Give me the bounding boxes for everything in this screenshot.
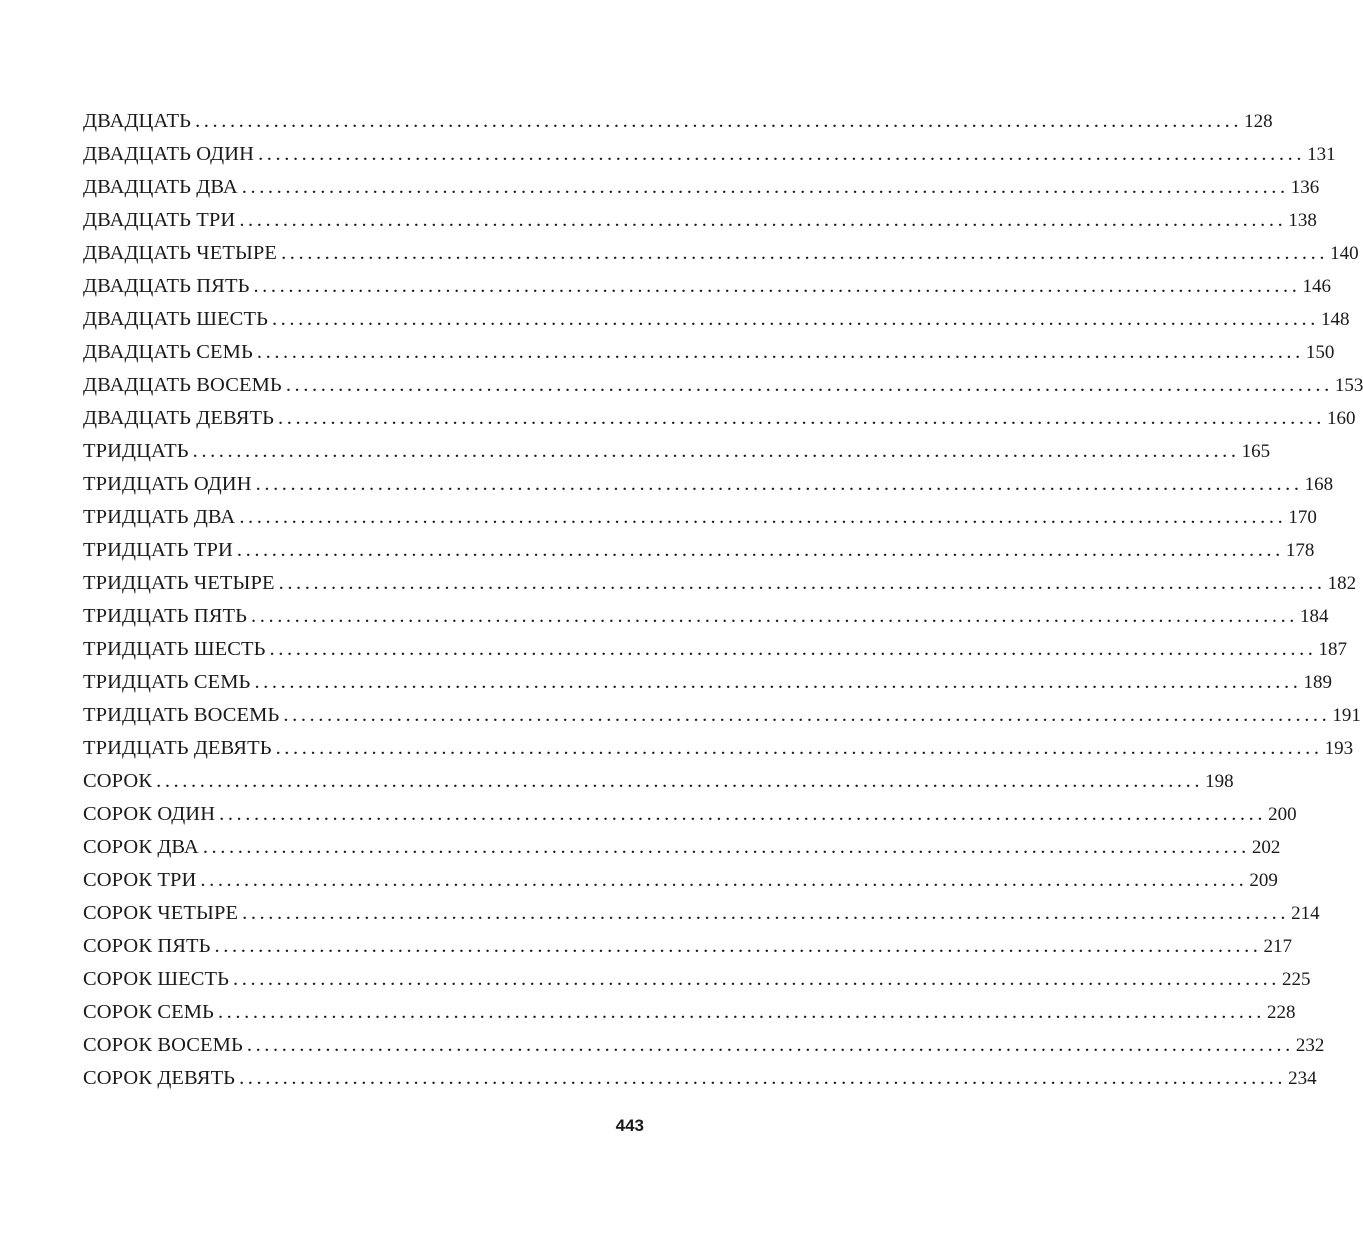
toc-entry-title: ТРИДЦАТЬ ЧЕТЫРЕ: [83, 572, 275, 594]
toc-dot-leader: ........................................................................................................................: [258, 143, 1306, 165]
toc-dot-leader: ........................................................................................................................: [269, 638, 1317, 660]
toc-entry-title: ДВАДЦАТЬ: [83, 110, 192, 132]
toc-entry: [83, 237, 1359, 270]
toc-entry: [83, 666, 1332, 699]
toc-dot-leader: ........................................................................................................................: [156, 770, 1204, 792]
toc-entry: [83, 138, 1336, 171]
toc-entry-title: ДВАДЦАТЬ ШЕСТЬ: [83, 308, 268, 330]
toc-entry: [83, 402, 1356, 435]
toc-dot-leader: ........................................................................................................................: [254, 671, 1302, 693]
toc-dot-leader: ........................................................................................................................: [256, 341, 1304, 363]
toc-entry: [83, 105, 1273, 138]
toc-entry-title: ТРИДЦАТЬ СЕМЬ: [83, 671, 251, 693]
toc-dot-leader: ........................................................................................................................: [255, 473, 1303, 495]
toc-entry-title: ТРИДЦАТЬ: [83, 440, 189, 462]
toc-entry-page: 184: [1300, 606, 1329, 627]
toc-entry-title: СОРОК ОДИН: [83, 803, 216, 825]
toc-entry-page: 189: [1303, 672, 1332, 693]
toc-entry: [83, 171, 1320, 204]
toc-entry: [83, 270, 1331, 303]
toc-entry: [83, 633, 1348, 666]
toc-entry: [83, 303, 1350, 336]
toc-entry-title: ТРИДЦАТЬ ПЯТЬ: [83, 605, 248, 627]
toc-entry-title: СОРОК ШЕСТЬ: [83, 968, 230, 990]
toc-dot-leader: ........................................................................................................................: [253, 275, 1301, 297]
table-of-contents: [83, 105, 1363, 1095]
toc-entry-title: ДВАДЦАТЬ ДВА: [83, 176, 238, 198]
toc-entry-page: 232: [1295, 1035, 1325, 1056]
toc-entry-page: 138: [1288, 210, 1317, 231]
toc-entry: [83, 831, 1281, 864]
toc-entry-title: ДВАДЦАТЬ ТРИ: [83, 209, 236, 231]
toc-entry: [83, 567, 1357, 600]
toc-entry: [83, 897, 1320, 930]
toc-entry-page: 209: [1249, 870, 1278, 891]
toc-dot-leader: ........................................................................................................................: [275, 737, 1323, 759]
toc-entry-title: СОРОК ВОСЕМЬ: [83, 1034, 243, 1056]
toc-entry-page: 202: [1251, 837, 1281, 858]
toc-entry-page: 170: [1288, 507, 1317, 528]
toc-entry-page: 217: [1263, 936, 1293, 957]
toc-entry: [83, 732, 1354, 765]
toc-entry: [83, 501, 1317, 534]
toc-entry-title: ТРИДЦАТЬ ДВА: [83, 506, 236, 528]
toc-dot-leader: ........................................................................................................................: [278, 572, 1326, 594]
toc-entry-page: 200: [1268, 804, 1297, 825]
page-number: 443: [615, 1116, 644, 1135]
toc-dot-leader: ........................................................................................................................: [236, 539, 1284, 561]
toc-dot-leader: ........................................................................................................................: [202, 836, 1250, 858]
toc-entry: [83, 1062, 1317, 1095]
toc-dot-leader: ........................................................................................................................: [239, 209, 1287, 231]
toc-entry: [83, 864, 1278, 897]
toc-entry: [83, 336, 1335, 369]
toc-entry-page: 193: [1324, 738, 1354, 759]
toc-entry-page: 136: [1290, 177, 1320, 198]
toc-entry-title: ТРИДЦАТЬ ТРИ: [83, 539, 233, 561]
toc-dot-leader: ........................................................................................................................: [251, 605, 1299, 627]
toc-entry-page: 228: [1266, 1002, 1296, 1023]
toc-entry-title: ДВАДЦАТЬ ЧЕТЫРЕ: [83, 242, 278, 264]
toc-entry-title: СОРОК: [83, 770, 153, 792]
toc-entry-page: 148: [1320, 309, 1350, 330]
toc-entry-title: ДВАДЦАТЬ ДЕВЯТЬ: [83, 407, 275, 429]
toc-entry-title: ДВАДЦАТЬ СЕМЬ: [83, 341, 253, 363]
toc-entry: [83, 204, 1317, 237]
toc-entry: [83, 963, 1311, 996]
toc-dot-leader: ........................................................................................................................: [241, 176, 1289, 198]
toc-entry: [83, 468, 1334, 501]
toc-entry-title: ТРИДЦАТЬ ШЕСТЬ: [83, 638, 266, 660]
toc-entry-page: 178: [1285, 540, 1315, 561]
toc-entry-page: 214: [1291, 903, 1320, 924]
toc-entry: [83, 600, 1329, 633]
toc-entry-page: 165: [1241, 441, 1271, 462]
toc-dot-leader: ........................................................................................................................: [219, 803, 1267, 825]
toc-entry-page: 146: [1302, 276, 1331, 297]
toc-dot-leader: ........................................................................................................................: [239, 506, 1287, 528]
toc-dot-leader: ........................................................................................................................: [192, 440, 1240, 462]
toc-entry-title: ДВАДЦАТЬ ПЯТЬ: [83, 275, 250, 297]
toc-entry: [83, 369, 1363, 402]
toc-dot-leader: ........................................................................................................................: [281, 242, 1329, 264]
toc-entry: [83, 930, 1293, 963]
toc-entry-title: ДВАДЦАТЬ ОДИН: [83, 143, 255, 165]
toc-entry-page: 131: [1307, 144, 1336, 165]
toc-entry-page: 198: [1205, 771, 1234, 792]
toc-dot-leader: ........................................................................................................................: [195, 110, 1243, 132]
toc-entry-title: ДВАДЦАТЬ ВОСЕМЬ: [83, 374, 282, 396]
toc-dot-leader: ........................................................................................................................: [285, 374, 1333, 396]
toc-entry: [83, 699, 1361, 732]
toc-entry-title: ТРИДЦАТЬ ОДИН: [83, 473, 252, 495]
toc-dot-leader: ........................................................................................................................: [246, 1034, 1294, 1056]
toc-entry: [83, 534, 1315, 567]
toc-dot-leader: ........................................................................................................................: [283, 704, 1331, 726]
toc-dot-leader: ........................................................................................................................: [214, 935, 1262, 957]
toc-entry-page: 182: [1327, 573, 1357, 594]
toc-entry-title: СОРОК ЧЕТЫРЕ: [83, 902, 239, 924]
toc-dot-leader: ........................................................................................................................: [233, 968, 1281, 990]
toc-entry-page: 128: [1244, 111, 1273, 132]
toc-entry-page: 187: [1318, 639, 1348, 660]
toc-dot-leader: ........................................................................................................................: [278, 407, 1326, 429]
toc-entry-page: 225: [1282, 969, 1311, 990]
toc-entry-page: 234: [1288, 1068, 1317, 1089]
toc-entry-title: ТРИДЦАТЬ ДЕВЯТЬ: [83, 737, 272, 759]
toc-entry: [83, 435, 1271, 468]
toc-dot-leader: ........................................................................................................................: [271, 308, 1319, 330]
toc-entry-title: СОРОК ДВА: [83, 836, 199, 858]
toc-entry: [83, 1029, 1325, 1062]
toc-entry-page: 168: [1304, 474, 1334, 495]
toc-entry: [83, 996, 1296, 1029]
toc-entry: [83, 765, 1234, 798]
toc-dot-leader: ........................................................................................................................: [242, 902, 1290, 924]
toc-entry-page: 150: [1305, 342, 1335, 363]
toc-entry: [83, 798, 1297, 831]
toc-entry-title: ТРИДЦАТЬ ВОСЕМЬ: [83, 704, 280, 726]
toc-entry-page: 153: [1334, 375, 1363, 396]
toc-entry-page: 140: [1330, 243, 1359, 264]
toc-entry-page: 160: [1327, 408, 1356, 429]
toc-entry-title: СОРОК ТРИ: [83, 869, 197, 891]
toc-entry-title: СОРОК СЕМЬ: [83, 1001, 214, 1023]
toc-entry-page: 191: [1332, 705, 1361, 726]
toc-entry-title: СОРОК ПЯТЬ: [83, 935, 211, 957]
toc-dot-leader: ........................................................................................................................: [239, 1067, 1287, 1089]
toc-entry-title: СОРОК ДЕВЯТЬ: [83, 1067, 236, 1089]
toc-dot-leader: ........................................................................................................................: [217, 1001, 1265, 1023]
toc-dot-leader: ........................................................................................................................: [200, 869, 1248, 891]
